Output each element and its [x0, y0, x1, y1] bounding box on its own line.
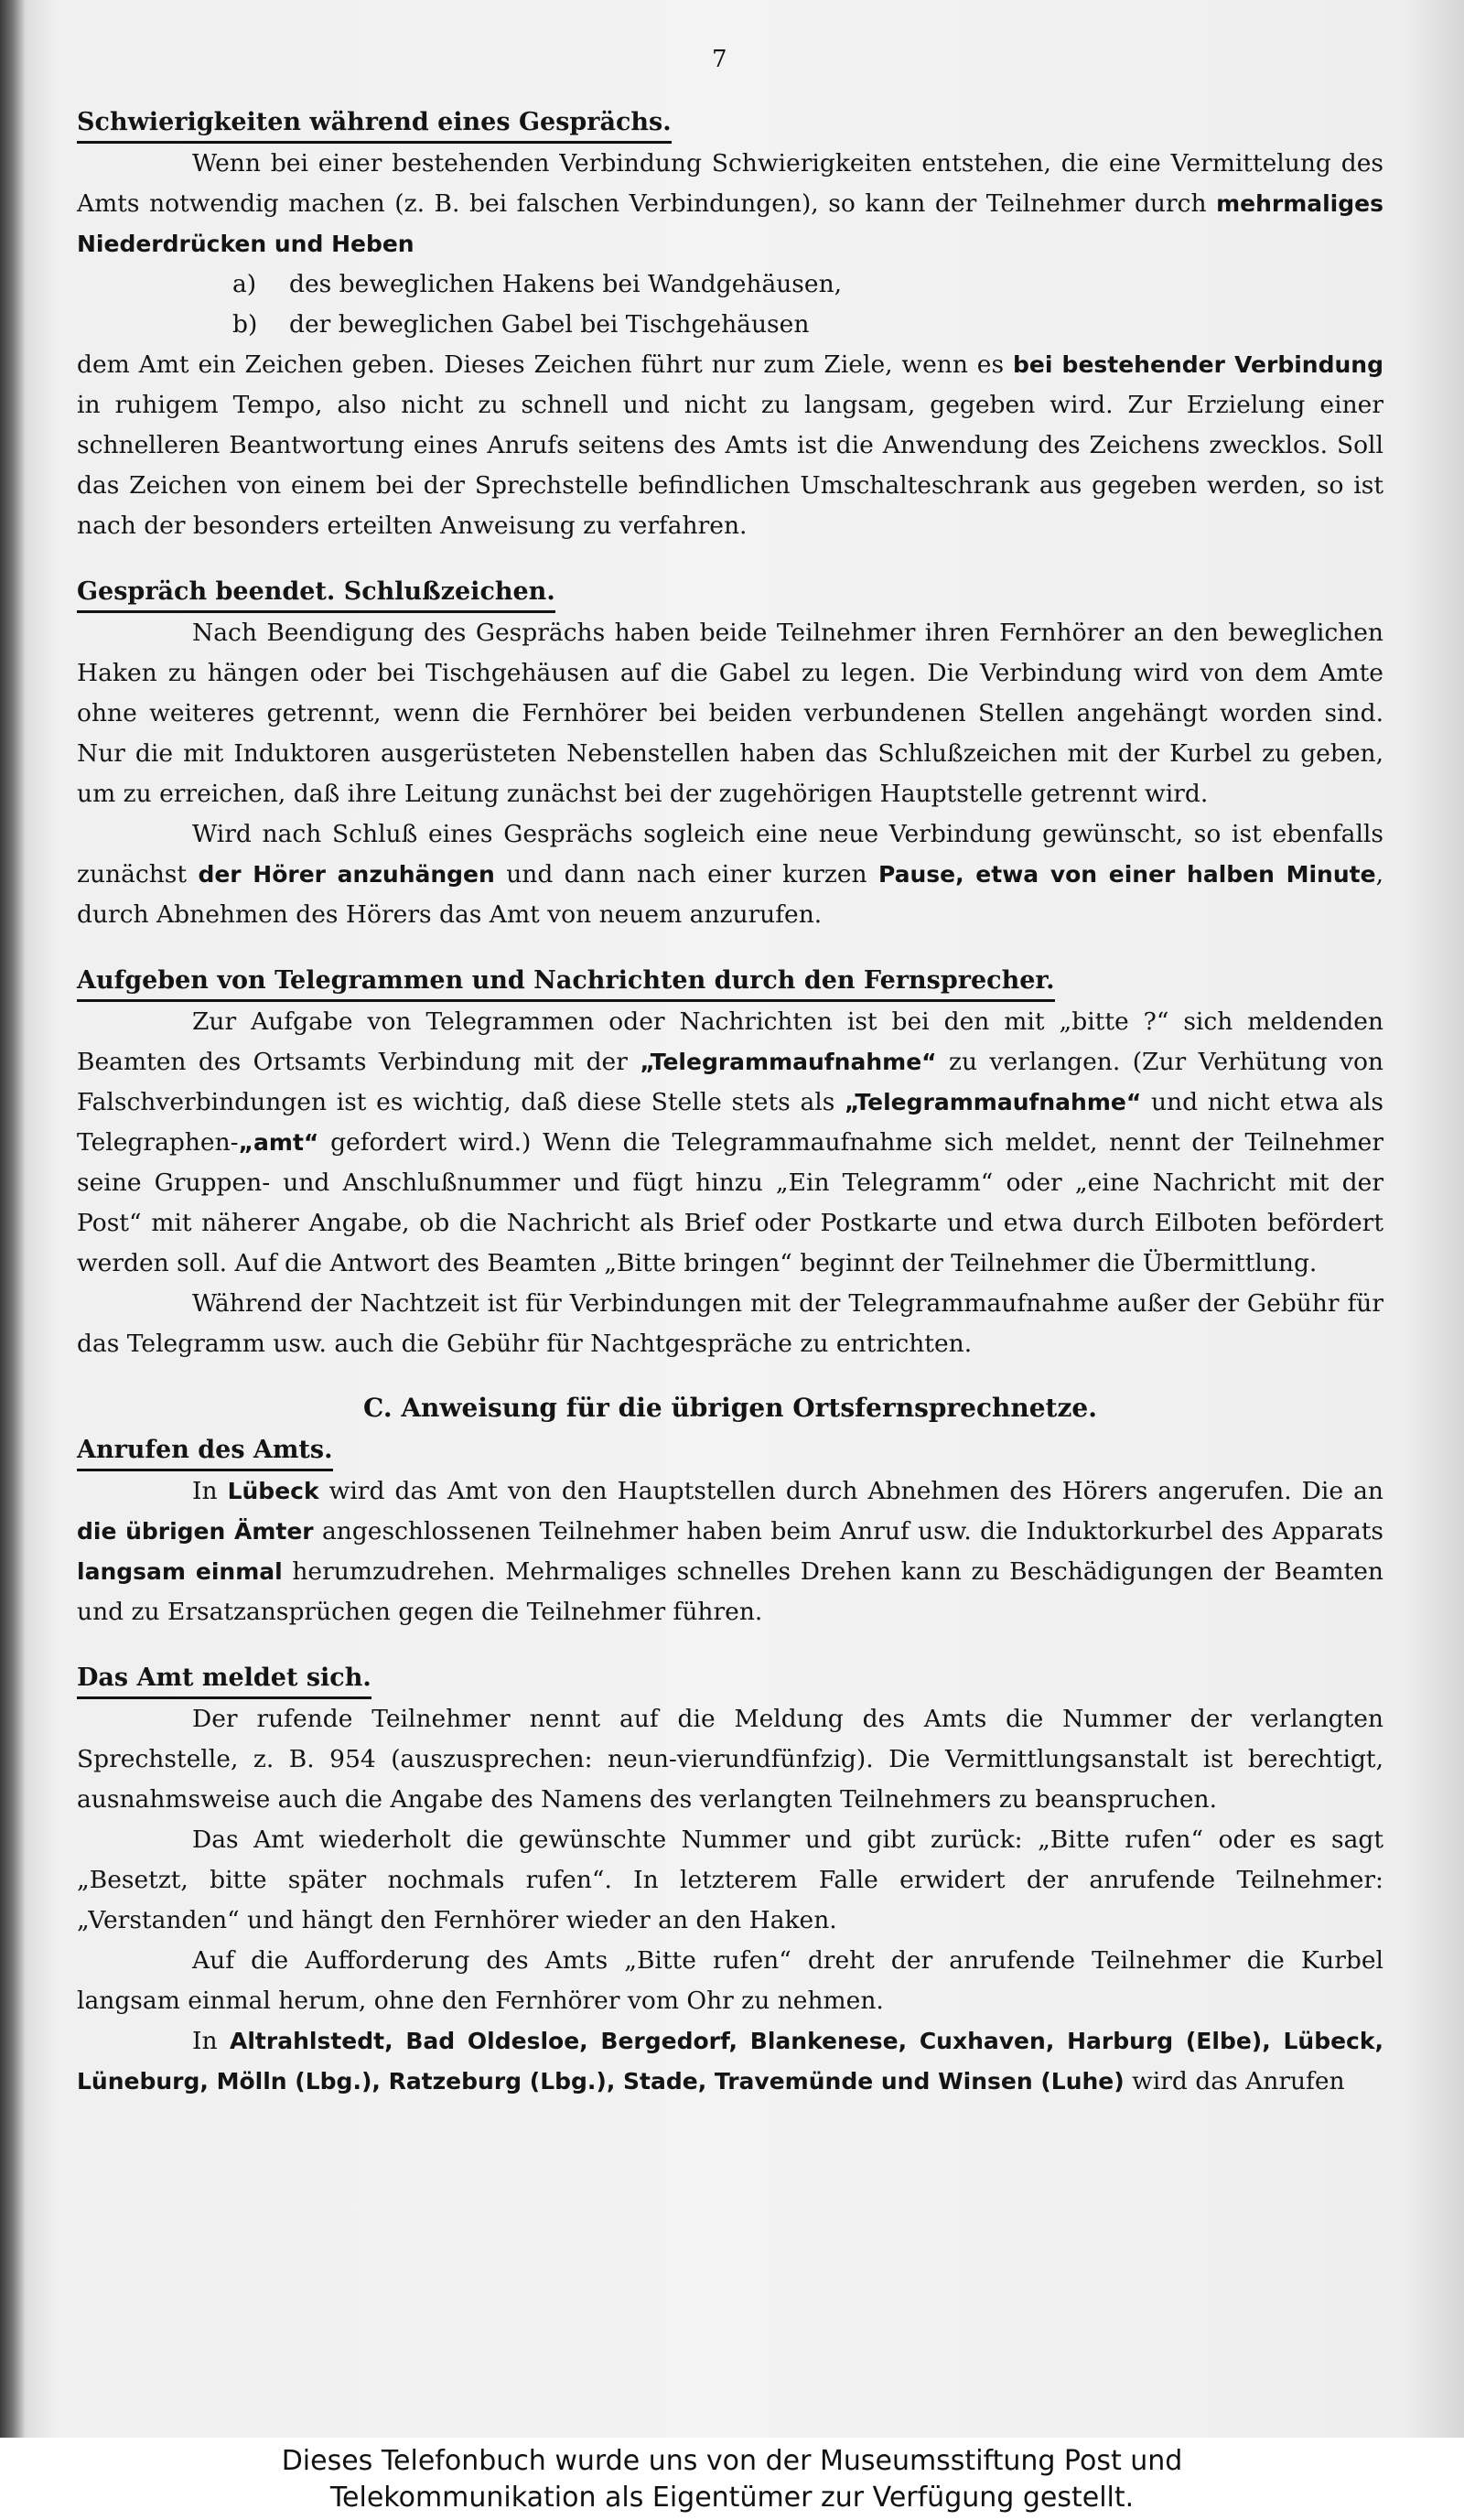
footer-line: Telekommunikation als Eigentümer zur Verfügung gestellt. — [329, 2482, 1135, 2514]
emphasis-text: „amt“ — [238, 1129, 319, 1156]
text-span: In — [192, 1477, 228, 1505]
emphasis-text: Lübeck — [227, 1478, 319, 1504]
emphasis-text: Altrahlstedt, Bad Oldesloe, Bergedorf, Blankenese, Cuxhaven, Harburg (Elbe), Lübeck, Lüneburg, Mölln (Lbg.), Ratzeburg (Lbg.), Stade, Travemünde und Winsen (Luhe) — [77, 2028, 1383, 2095]
text-span: In — [192, 2027, 231, 2055]
text-span: , durch Abnehmen des Hörers das Amt von neuem anzurufen. — [77, 860, 1383, 929]
emphasis-text: „Telegrammaufnahme“ — [845, 1089, 1142, 1115]
emphasis-text: bei bestehender Verbindung — [1012, 351, 1383, 378]
paragraph: Das Amt wiederholt die gewünschte Nummer und gibt zurück: „Bitte rufen“ oder es sagt „Besetzt, bitte später nochmals rufen“. In letzterem Falle erwidert der anrufende Teilnehmer: „Verstanden“ und hängt den Fernhörer wieder an den Haken. — [77, 1825, 1383, 1934]
list-item — [232, 305, 1383, 345]
paragraph — [77, 1002, 1383, 1284]
emphasis-text: die übrigen Ämter — [77, 1518, 314, 1545]
paragraph: Auf die Aufforderung des Amts „Bitte rufen“ dreht der anrufende Teilnehmer die Kurbel langsam einmal herum, ohne den Fernhörer vom Ohr zu nehmen. — [77, 1946, 1383, 2015]
page-number: 7 — [712, 46, 727, 73]
text-span: und nicht etwa als Telegraphen- — [77, 1088, 1383, 1157]
section-heading: Gespräch beendet. Schlußzeichen. — [77, 574, 555, 613]
list-label: a) — [232, 270, 257, 298]
section-anrufen — [77, 1428, 1383, 1632]
section-telegramme — [77, 959, 1383, 1364]
paragraph — [77, 814, 1383, 935]
text-span: angeschlossenen Teilnehmer haben beim Anruf usw. die Induktorkurbel des Apparats — [313, 1517, 1383, 1545]
list-text: des beweglichen Hakens bei Wandgehäusen, — [289, 270, 843, 298]
text-span: Wenn bei einer bestehenden Verbindung Schwierigkeiten entstehen, die eine Vermittelung des Amts notwendig machen (z. B. bei falschen Verbindungen), so kann der Teilnehmer durch — [77, 149, 1383, 218]
paragraph: Der rufende Teilnehmer nennt auf die Meldung des Amts die Nummer der verlangten Sprechstelle, z. B. 954 (auszusprechen: neun-vierundfünfzig). Die Vermittlungsanstalt ist berechtigt, ausnahmsweise auch die Angabe des Namens des verlangten Teilnehmers zu beanspruchen. — [77, 1705, 1383, 1814]
paragraph — [77, 345, 1383, 546]
part-heading: C. Anweisung für die übrigen Ortsfernsprechnetze. — [363, 1393, 1097, 1423]
emphasis-text: langsam einmal — [77, 1558, 283, 1585]
paragraph: Nach Beendigung des Gesprächs haben beide Teilnehmer ihren Fernhörer an den beweglichen Haken zu hängen oder bei Tischgehäusen auf die Gabel zu legen. Die Verbindung wird von dem Amte ohne weiteres getrennt, wenn die Fernhörer bei beiden verbundenen Stellen angehängt worden sind. Nur die mit Induktoren ausgerüsteten Nebenstellen haben das Schlußzeichen mit der Kurbel zu geben, um zu erreichen, daß ihre Leitung zunächst bei der zugehörigen Hauptstelle getrennt wird. — [77, 619, 1383, 808]
list-text: der beweglichen Gabel bei Tischgehäusen — [289, 310, 810, 339]
section-heading: Aufgeben von Telegrammen und Nachrichten durch den Fernsprecher. — [77, 963, 1055, 1002]
section-schwierigkeiten — [77, 101, 1383, 546]
text-span: wird das Amt von den Hauptstellen durch Abnehmen des Hörers angerufen. Die an — [318, 1477, 1383, 1505]
section-heading: Das Amt meldet sich. — [77, 1660, 371, 1699]
emphasis-text: „Telegrammaufnahme“ — [640, 1049, 937, 1075]
section-heading: Schwierigkeiten während eines Gesprächs. — [77, 104, 672, 144]
text-span: wird das Anrufen — [1124, 2067, 1345, 2095]
section-schlusszeichen — [77, 570, 1383, 935]
text-span: gefordert wird.) Wenn die Telegrammaufnahme sich meldet, nennt der Teilnehmer seine Gruppen- und Anschlußnummer und fügt hinzu „Ein Telegramm“ oder „eine Nachricht mit der Post“ mit näherer Angabe, ob die Nachricht als Brief oder Postkarte und etwa durch Eilboten befördert werden soll. Auf die Antwort des Beamten „Bitte bringen“ beginnt der Teilnehmer die Übermittlung. — [77, 1128, 1383, 1277]
text-span: Zur Aufgabe von Telegrammen oder Nachrichten ist bei den mit „bitte ?“ sich meldenden Beamten des Ortsamts Verbindung mit der — [77, 1007, 1383, 1076]
list-item — [232, 264, 1383, 305]
footer-line: Dieses Telefonbuch wurde uns von der Museumsstiftung Post und — [281, 2445, 1183, 2477]
paragraph — [77, 2021, 1383, 2102]
text-span: dem Amt ein Zeichen geben. Dieses Zeichen führt nur zum Ziele, wenn es — [77, 350, 1013, 379]
text-span: Wird nach Schluß eines Gesprächs sogleich eine neue Verbindung gewünscht, so ist ebenfalls zunächst — [77, 820, 1383, 888]
section-amt-meldet — [77, 1656, 1383, 2102]
paragraph: Während der Nachtzeit ist für Verbindungen mit der Telegrammaufnahme außer der Gebühr für das Telegramm usw. auch die Gebühr für Nachtgespräche zu entrichten. — [77, 1289, 1383, 1358]
text-span: herumzudrehen. Mehrmaliges schnelles Drehen kann zu Beschädigungen der Beamten und zu Ersatzansprüchen gegen die Teilnehmer führen. — [77, 1557, 1384, 1626]
footer-notice — [0, 2438, 1464, 2520]
paragraph — [77, 1471, 1383, 1632]
emphasis-text: der Hörer anzuhängen — [198, 861, 495, 888]
page-body — [77, 101, 1383, 2126]
list-label: b) — [232, 310, 258, 339]
text-span: zu verlangen. (Zur Verhütung von Falschverbindungen ist es wichtig, daß diese Stelle stets als — [77, 1048, 1383, 1116]
section-heading: Anrufen des Amts. — [77, 1432, 333, 1471]
emphasis-text: mehrmaliges Niederdrücken und Heben — [77, 190, 1383, 257]
emphasis-text: Pause, etwa von einer halben Minute — [877, 861, 1376, 888]
paragraph — [77, 144, 1383, 264]
text-span: in ruhigem Tempo, also nicht zu schnell und nicht zu langsam, gegeben wird. Zur Erzielung einer schnelleren Beantwortung eines Anrufs seitens des Amts ist die Anwendung des Zeichens zwecklos. Soll das Zeichen von einem bei der Sprechstelle befindlichen Umschalteschrank aus gegeben werden, so ist nach der besonders erteilten Anweisung zu verfahren. — [77, 391, 1383, 540]
text-span: und dann nach einer kurzen — [494, 860, 878, 888]
